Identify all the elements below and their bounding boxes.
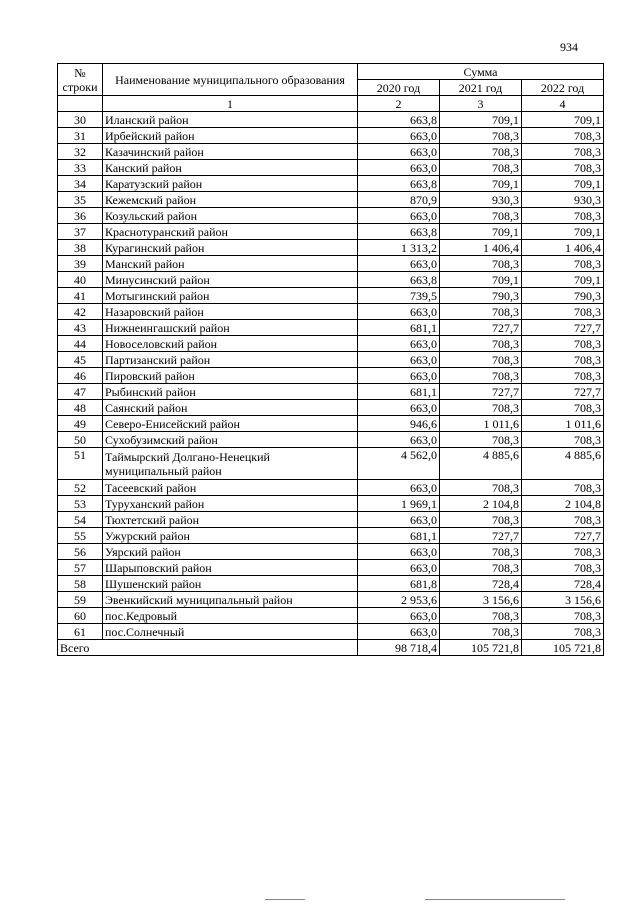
value-2021: 708,3 — [440, 160, 522, 176]
header-sum: Сумма — [358, 64, 604, 80]
row-number: 61 — [58, 624, 103, 640]
value-2020: 663,0 — [358, 432, 440, 448]
value-2020: 870,9 — [358, 192, 440, 208]
value-2022: 708,3 — [522, 400, 604, 416]
table-row — [58, 576, 604, 592]
table-row — [58, 384, 604, 400]
table-row — [58, 432, 604, 448]
value-2022: 709,1 — [522, 272, 604, 288]
municipality-name: Кежемский район — [103, 192, 358, 208]
municipality-name: Канский район — [103, 160, 358, 176]
municipality-name: Партизанский район — [103, 352, 358, 368]
table-row — [58, 480, 604, 496]
value-2021: 728,4 — [440, 576, 522, 592]
row-number: 55 — [58, 528, 103, 544]
value-2022: 708,3 — [522, 432, 604, 448]
municipality-name: Нижнеингашский район — [103, 320, 358, 336]
table-row — [58, 592, 604, 608]
row-number: 50 — [58, 432, 103, 448]
table-row — [58, 240, 604, 256]
value-2022: 790,3 — [522, 288, 604, 304]
value-2021: 708,3 — [440, 368, 522, 384]
value-2020: 663,0 — [358, 144, 440, 160]
municipality-name: Краснотуранский район — [103, 224, 358, 240]
value-2021: 1 406,4 — [440, 240, 522, 256]
row-number: 34 — [58, 176, 103, 192]
municipality-name: Таймырский Долгано-Ненецкий муниципальный район — [103, 448, 358, 480]
value-2021: 708,3 — [440, 400, 522, 416]
municipality-name: Эвенкийский муниципальный район — [103, 592, 358, 608]
table-row — [58, 512, 604, 528]
value-2020: 1 313,2 — [358, 240, 440, 256]
header-year-2021: 2021 год — [440, 80, 522, 96]
row-number: 32 — [58, 144, 103, 160]
value-2021: 708,3 — [440, 544, 522, 560]
row-number: 35 — [58, 192, 103, 208]
value-2020: 946,6 — [358, 416, 440, 432]
row-number: 56 — [58, 544, 103, 560]
row-number: 30 — [58, 112, 103, 128]
header-row-number: № строки — [58, 64, 103, 96]
municipality-name: Саянский район — [103, 400, 358, 416]
value-2022: 708,3 — [522, 144, 604, 160]
row-number: 59 — [58, 592, 103, 608]
table-row — [58, 320, 604, 336]
value-2020: 663,0 — [358, 160, 440, 176]
column-index-3: 3 — [440, 96, 522, 112]
value-2022: 727,7 — [522, 320, 604, 336]
total-row — [58, 640, 604, 656]
value-2021: 708,3 — [440, 624, 522, 640]
value-2020: 663,0 — [358, 608, 440, 624]
value-2021: 709,1 — [440, 224, 522, 240]
value-2022: 1 011,6 — [522, 416, 604, 432]
table-row — [58, 624, 604, 640]
row-number: 60 — [58, 608, 103, 624]
table-row — [58, 256, 604, 272]
value-2022: 709,1 — [522, 176, 604, 192]
value-2021: 930,3 — [440, 192, 522, 208]
page-number: 934 — [560, 40, 578, 54]
value-2022: 708,3 — [522, 480, 604, 496]
row-number: 42 — [58, 304, 103, 320]
value-2021: 708,3 — [440, 208, 522, 224]
municipality-name: Минусинский район — [103, 272, 358, 288]
municipality-name: Пировский район — [103, 368, 358, 384]
value-2020: 663,8 — [358, 112, 440, 128]
value-2020: 663,0 — [358, 480, 440, 496]
value-2020: 663,0 — [358, 304, 440, 320]
value-2020: 663,0 — [358, 352, 440, 368]
row-number: 31 — [58, 128, 103, 144]
value-2021: 727,7 — [440, 384, 522, 400]
municipality-name: Туруханский район — [103, 496, 358, 512]
value-2021: 709,1 — [440, 272, 522, 288]
value-2021: 708,3 — [440, 432, 522, 448]
value-2020: 681,1 — [358, 528, 440, 544]
row-number: 36 — [58, 208, 103, 224]
column-index-1: 1 — [103, 96, 358, 112]
municipality-name: Козульский район — [103, 208, 358, 224]
row-number: 44 — [58, 336, 103, 352]
total-2020: 98 718,4 — [358, 640, 440, 656]
value-2020: 4 562,0 — [358, 448, 440, 480]
table-row — [58, 128, 604, 144]
value-2022: 708,3 — [522, 368, 604, 384]
value-2022: 728,4 — [522, 576, 604, 592]
municipality-name: Шушенский район — [103, 576, 358, 592]
value-2021: 708,3 — [440, 128, 522, 144]
table-row — [58, 560, 604, 576]
value-2020: 663,0 — [358, 400, 440, 416]
footer-scan-marks — [265, 899, 565, 901]
table-row — [58, 368, 604, 384]
table-row — [58, 112, 604, 128]
column-index-blank — [58, 96, 103, 112]
table-row — [58, 304, 604, 320]
table-row — [58, 176, 604, 192]
value-2020: 663,8 — [358, 224, 440, 240]
value-2020: 663,8 — [358, 176, 440, 192]
municipality-name: Северо-Енисейский район — [103, 416, 358, 432]
total-2022: 105 721,8 — [522, 640, 604, 656]
municipality-name: Каратузский район — [103, 176, 358, 192]
municipality-name: Тасеевский район — [103, 480, 358, 496]
value-2021: 708,3 — [440, 352, 522, 368]
row-number: 37 — [58, 224, 103, 240]
table-row — [58, 272, 604, 288]
municipality-name: Манский район — [103, 256, 358, 272]
value-2022: 708,3 — [522, 336, 604, 352]
value-2021: 708,3 — [440, 304, 522, 320]
value-2021: 727,7 — [440, 528, 522, 544]
table-row — [58, 336, 604, 352]
value-2021: 1 011,6 — [440, 416, 522, 432]
value-2022: 708,3 — [522, 304, 604, 320]
row-number: 43 — [58, 320, 103, 336]
table-row — [58, 288, 604, 304]
value-2020: 681,1 — [358, 320, 440, 336]
value-2021: 708,3 — [440, 256, 522, 272]
value-2020: 663,0 — [358, 560, 440, 576]
municipality-name: Ужурский район — [103, 528, 358, 544]
table-row — [58, 528, 604, 544]
municipality-name: Мотыгинский район — [103, 288, 358, 304]
table-row — [58, 448, 604, 480]
row-number: 54 — [58, 512, 103, 528]
table-row — [58, 208, 604, 224]
value-2022: 708,3 — [522, 160, 604, 176]
municipality-name: Казачинский район — [103, 144, 358, 160]
value-2021: 708,3 — [440, 608, 522, 624]
table-row — [58, 496, 604, 512]
value-2022: 708,3 — [522, 560, 604, 576]
total-2021: 105 721,8 — [440, 640, 522, 656]
value-2022: 708,3 — [522, 608, 604, 624]
value-2020: 739,5 — [358, 288, 440, 304]
value-2021: 708,3 — [440, 336, 522, 352]
row-number: 38 — [58, 240, 103, 256]
value-2020: 663,0 — [358, 128, 440, 144]
value-2021: 790,3 — [440, 288, 522, 304]
value-2022: 727,7 — [522, 528, 604, 544]
value-2022: 1 406,4 — [522, 240, 604, 256]
value-2022: 930,3 — [522, 192, 604, 208]
header-year-2020: 2020 год — [358, 80, 440, 96]
value-2020: 663,0 — [358, 208, 440, 224]
value-2021: 727,7 — [440, 320, 522, 336]
column-index-2: 2 — [358, 96, 440, 112]
municipality-name: Иланский район — [103, 112, 358, 128]
value-2022: 709,1 — [522, 224, 604, 240]
value-2020: 663,8 — [358, 272, 440, 288]
municipality-name: Назаровский район — [103, 304, 358, 320]
value-2021: 708,3 — [440, 480, 522, 496]
value-2020: 663,0 — [358, 624, 440, 640]
value-2020: 663,0 — [358, 544, 440, 560]
value-2022: 708,3 — [522, 544, 604, 560]
row-number: 51 — [58, 448, 103, 480]
value-2021: 708,3 — [440, 560, 522, 576]
value-2021: 709,1 — [440, 176, 522, 192]
row-number: 47 — [58, 384, 103, 400]
value-2022: 727,7 — [522, 384, 604, 400]
row-number: 57 — [58, 560, 103, 576]
table-row — [58, 416, 604, 432]
table-row — [58, 544, 604, 560]
row-number: 49 — [58, 416, 103, 432]
total-label: Всего — [58, 640, 358, 656]
table-row — [58, 224, 604, 240]
value-2021: 4 885,6 — [440, 448, 522, 480]
row-number: 48 — [58, 400, 103, 416]
table-body — [58, 112, 604, 640]
value-2020: 663,0 — [358, 512, 440, 528]
value-2022: 709,1 — [522, 112, 604, 128]
row-number: 45 — [58, 352, 103, 368]
row-number: 52 — [58, 480, 103, 496]
value-2020: 681,1 — [358, 384, 440, 400]
value-2020: 663,0 — [358, 256, 440, 272]
municipality-name: Ирбейский район — [103, 128, 358, 144]
value-2021: 708,3 — [440, 512, 522, 528]
municipality-name: Сухобузимский район — [103, 432, 358, 448]
value-2022: 708,3 — [522, 256, 604, 272]
column-index-4: 4 — [522, 96, 604, 112]
row-number: 58 — [58, 576, 103, 592]
row-number: 33 — [58, 160, 103, 176]
table-row — [58, 144, 604, 160]
municipality-name: пос.Солнечный — [103, 624, 358, 640]
value-2022: 4 885,6 — [522, 448, 604, 480]
row-number: 39 — [58, 256, 103, 272]
value-2021: 709,1 — [440, 112, 522, 128]
header-municipality-name: Наименование муниципального образования — [103, 64, 358, 96]
municipality-name: Курагинский район — [103, 240, 358, 256]
municipality-name: пос.Кедровый — [103, 608, 358, 624]
row-number: 40 — [58, 272, 103, 288]
row-number: 53 — [58, 496, 103, 512]
value-2020: 663,0 — [358, 368, 440, 384]
value-2022: 3 156,6 — [522, 592, 604, 608]
value-2022: 708,3 — [522, 208, 604, 224]
value-2021: 3 156,6 — [440, 592, 522, 608]
table-row — [58, 160, 604, 176]
value-2022: 708,3 — [522, 352, 604, 368]
value-2022: 708,3 — [522, 624, 604, 640]
table-row — [58, 400, 604, 416]
municipality-name: Тюхтетский район — [103, 512, 358, 528]
value-2020: 681,8 — [358, 576, 440, 592]
value-2020: 663,0 — [358, 336, 440, 352]
value-2022: 708,3 — [522, 128, 604, 144]
value-2021: 2 104,8 — [440, 496, 522, 512]
table-row — [58, 192, 604, 208]
municipality-name: Шарыповский район — [103, 560, 358, 576]
municipality-name: Новоселовский район — [103, 336, 358, 352]
value-2020: 2 953,6 — [358, 592, 440, 608]
table-row — [58, 608, 604, 624]
row-number: 41 — [58, 288, 103, 304]
table-row — [58, 352, 604, 368]
subsidy-table — [57, 63, 604, 656]
value-2022: 2 104,8 — [522, 496, 604, 512]
value-2021: 708,3 — [440, 144, 522, 160]
row-number: 46 — [58, 368, 103, 384]
value-2020: 1 969,1 — [358, 496, 440, 512]
header-year-2022: 2022 год — [522, 80, 604, 96]
value-2022: 708,3 — [522, 512, 604, 528]
municipality-name: Уярский район — [103, 544, 358, 560]
municipality-name: Рыбинский район — [103, 384, 358, 400]
